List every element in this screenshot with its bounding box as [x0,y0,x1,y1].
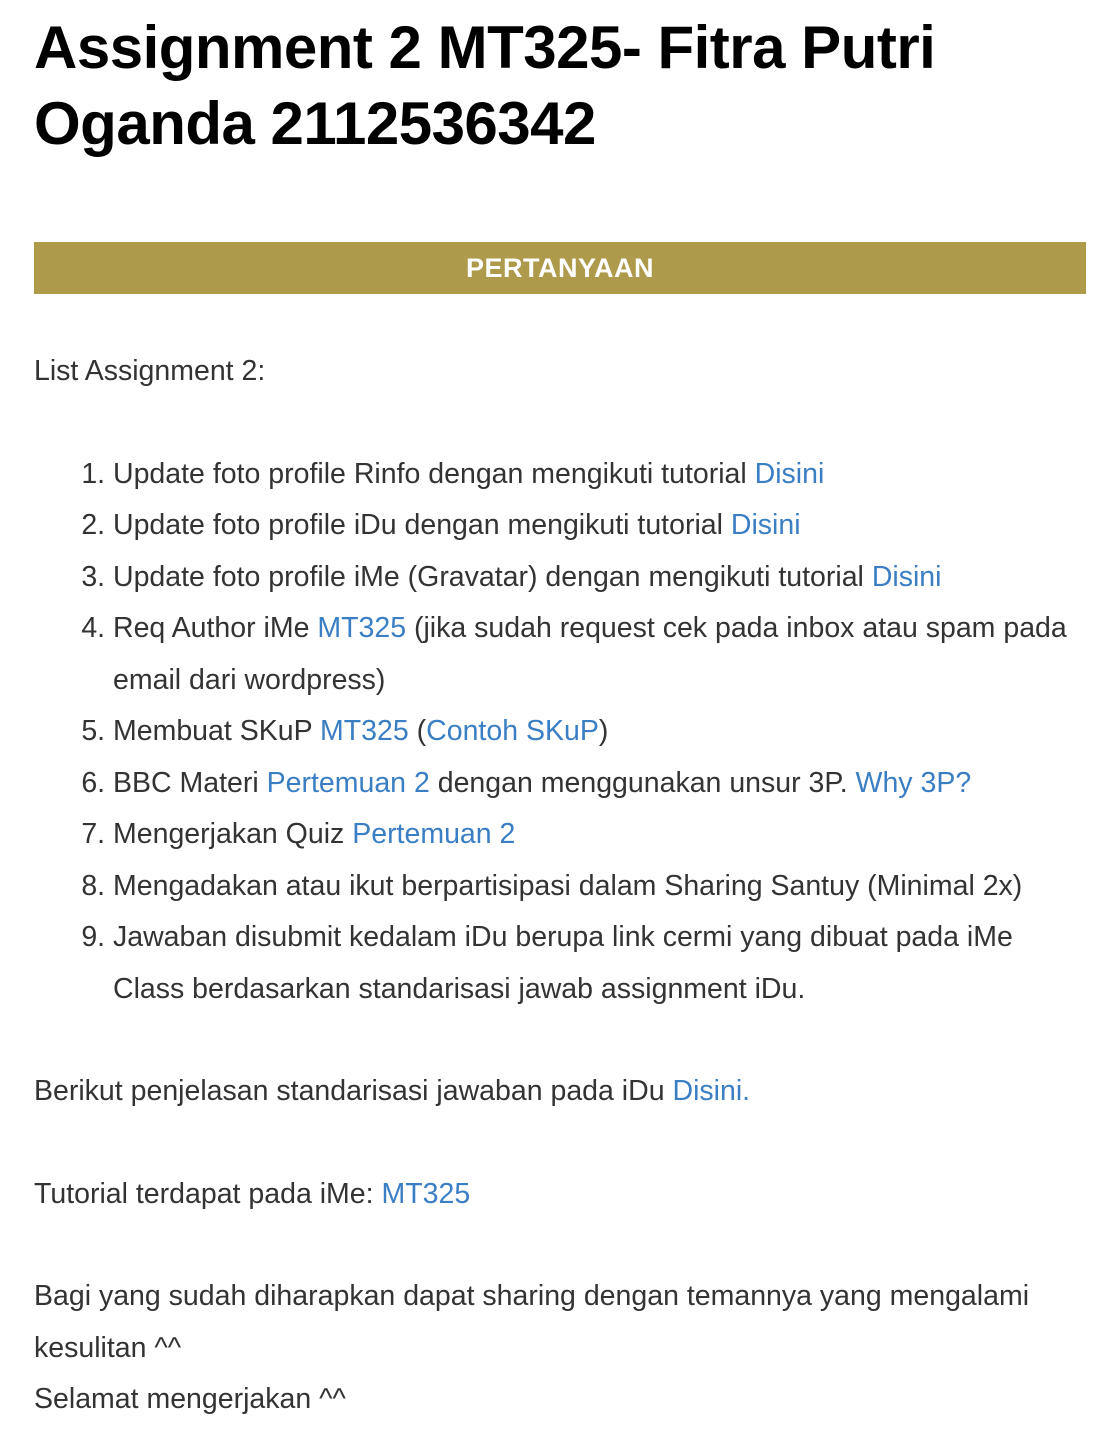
tutorial-link-idu[interactable]: Disini [730,509,801,541]
list-item [113,500,1086,552]
tutorial-link-gravatar[interactable]: Disini [871,560,942,593]
task-text: Req Author iMe [113,612,318,644]
contoh-skup-link[interactable]: Contoh SKuP [426,715,599,747]
list-item [113,912,1086,1015]
task-text-after: (jika sudah request cek pada inbox atau spam pada email dari wordpress) [113,612,1067,696]
task-text: Update foto profile Rinfo dengan mengikuti tutorial [113,457,755,490]
pertemuan-2-materi-link[interactable]: Pertemuan 2 [266,766,430,799]
task-text-after: ) [598,715,609,747]
task-text-middle: dengan menggunakan unsur 3P. [429,766,856,799]
mt325-author-link[interactable]: MT325 [317,612,407,644]
task-text: BBC Materi [113,766,267,799]
section-banner: PERTANYAAN [34,242,1086,294]
list-item [113,603,1086,706]
task-text: Update foto profile iMe (Gravatar) dengan mengikuti tutorial [113,560,872,593]
why-3p-link[interactable]: Why 3P? [855,766,972,799]
tutorial-ime-link[interactable]: MT325 [381,1177,471,1210]
closing-paragraph [34,1271,1086,1426]
explanation-paragraph [34,1066,1086,1118]
task-text: Jawaban disubmit kedalam iDu berupa link cermi yang dibuat pada iMe Class berdasarkan standarisasi jawab assignment iDu. [113,921,1013,1005]
explanation-link[interactable]: Disini. [672,1075,751,1107]
tutorial-paragraph [34,1169,1086,1221]
page-title: Assignment 2 MT325- Fitra Putri Oganda 2112536342 [34,14,936,157]
closing-line-1: Bagi yang sudah diharapkan dapat sharing dengan temannya yang mengalami kesulitan ^^ [34,1280,1030,1364]
task-list [34,449,1086,1016]
list-item [113,861,1086,913]
explanation-text: Berikut penjelasan standarisasi jawaban pada iDu [34,1075,673,1107]
task-text: Update foto profile iDu dengan mengikuti tutorial [113,509,731,541]
tutorial-link-rinfo[interactable]: Disini [754,457,825,490]
list-item [113,809,1086,861]
task-text: Mengerjakan Quiz [113,818,353,850]
task-text: Mengadakan atau ikut berpartisipasi dalam Sharing Santuy (Minimal 2x) [113,869,1023,902]
list-item [113,706,1086,758]
mt325-skup-link[interactable]: MT325 [320,715,409,747]
task-text: Membuat SKuP [113,715,321,747]
closing-line-2: Selamat mengerjakan ^^ [34,1383,346,1415]
task-text-middle: ( [408,715,427,747]
list-item [113,758,1086,810]
pertemuan-2-quiz-link[interactable]: Pertemuan 2 [352,818,516,850]
assignment-page [34,0,1086,1426]
list-item [113,449,1086,501]
intro-text: List Assignment 2: [34,355,266,387]
list-item [113,552,1086,604]
tutorial-text: Tutorial terdapat pada iMe: [34,1177,382,1210]
